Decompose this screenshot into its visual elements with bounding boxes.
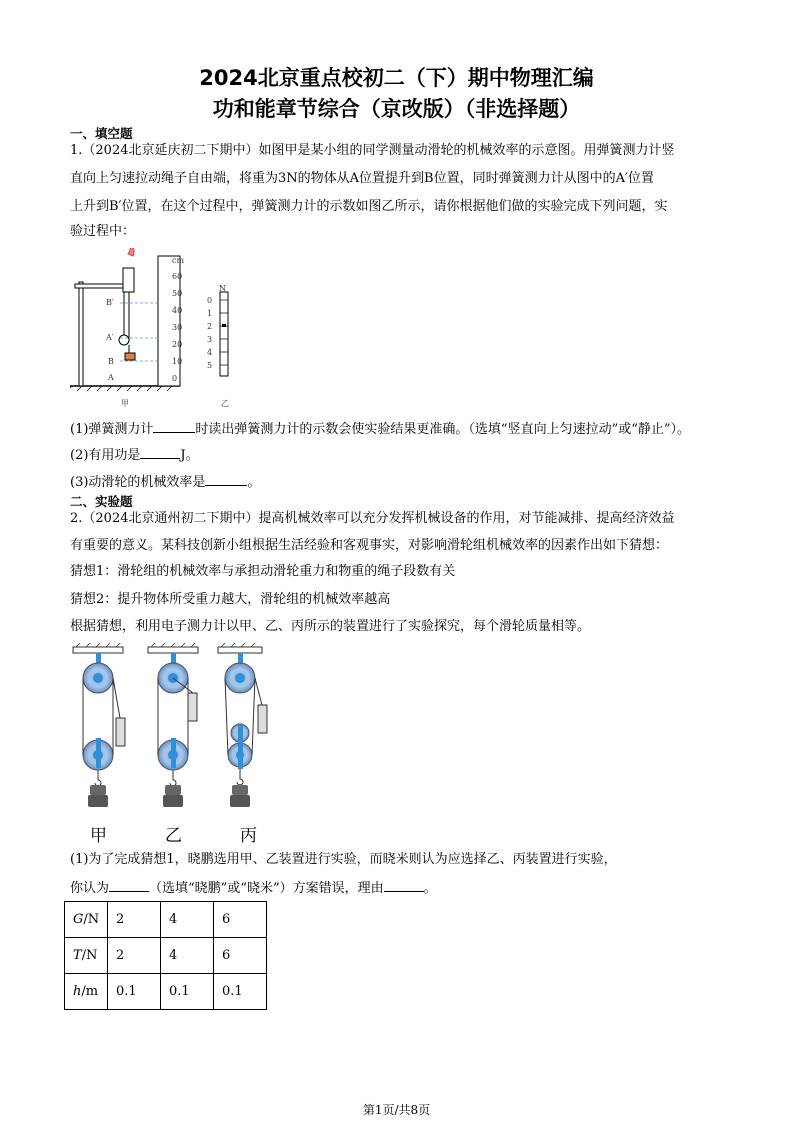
table-cell: 4 — [161, 902, 214, 938]
spring-scale-figure — [214, 290, 234, 380]
table-cell: 4 — [161, 938, 214, 974]
scale-tick-1: 1 — [207, 309, 213, 318]
scale-tick-4: 4 — [207, 348, 213, 357]
q2-sub1-post: 。 — [423, 881, 437, 896]
page-title: 2024北京重点校初二（下）期中物理汇编 — [199, 66, 594, 90]
table-cell: 2 — [108, 938, 161, 974]
pulley-system-jia — [73, 643, 125, 807]
q2-sub1-line2 — [70, 878, 437, 898]
q2-guess1: 猜想1：滑轮组的机械效率与承担动滑轮重力和物重的绳子段数有关 — [70, 564, 456, 579]
table-cell: 6 — [214, 902, 267, 938]
marker-b: B — [108, 357, 114, 366]
q1-line4: 验过程中： — [70, 224, 136, 239]
q1-sub3-blank[interactable] — [205, 472, 247, 486]
pulley-ruler-figure — [70, 248, 190, 393]
fig-label-yi: 乙 — [221, 399, 229, 408]
scale-tick-0: 0 — [207, 296, 213, 305]
q1-sub2-post: J。 — [180, 448, 199, 463]
q1-sub1 — [70, 419, 690, 439]
q1-sub1-pre: (1)弹簧测力计 — [70, 422, 154, 437]
q2-sub1-mid: （选填“晓鹏”或“晓米”）方案错误，理由 — [149, 881, 384, 896]
q2-line5: 根据猜想，利用电子测力计以甲、乙、丙所示的装置进行了实验探究，每个滑轮质量相等。 — [70, 619, 591, 634]
pulley-label-yi: 乙 — [165, 826, 182, 846]
marker-a: A — [108, 373, 114, 382]
ruler-tick-20: 20 — [172, 340, 183, 349]
ruler-tick-50: 50 — [172, 289, 183, 298]
section1-heading: 一、填空题 — [70, 126, 133, 141]
section2-heading: 二、实验题 — [70, 494, 133, 509]
q1-line1: 1.（2024北京延庆初二下期中）如图甲是某小组的同学测量动滑轮的机械效率的示意图。用弹簧测力计竖 — [70, 143, 675, 158]
q2-sub1-line1: (1)为了完成猜想1，晓鹏选用甲、乙装置进行实验，而晓米则认为应选择乙、丙装置进行实验， — [70, 852, 617, 867]
q1-sub3 — [70, 472, 260, 492]
pulley-system-yi — [148, 643, 198, 807]
marker-a-prime: A′ — [106, 333, 114, 342]
marker-b-prime: B′ — [106, 298, 114, 307]
table-row — [65, 974, 267, 1010]
data-table — [64, 901, 267, 1010]
table-cell: 6 — [214, 938, 267, 974]
ruler-tick-10: 10 — [172, 357, 183, 366]
ruler-tick-40: 40 — [172, 306, 183, 315]
q1-sub3-post: 。 — [247, 475, 261, 490]
q1-sub1-post: 时读出弹簧测力计的示数会使实验结果更准确。（选填“竖直向上匀速拉动”或“静止”）。 — [195, 422, 691, 437]
q1-line3: 上升到B′位置，在这个过程中，弹簧测力计的示数如图乙所示，请你根据他们做的实验完成下列问题，实 — [70, 199, 668, 214]
q2-sub1-blank-a[interactable] — [109, 878, 149, 892]
pulley-label-jia: 甲 — [90, 826, 107, 846]
q1-sub2-pre: (2)有用功是 — [70, 448, 141, 463]
pulley-systems-figure — [68, 643, 278, 813]
q1-sub3-pre: (3)动滑轮的机械效率是 — [70, 475, 206, 490]
pulley-system-bing — [218, 643, 267, 807]
table-header-cell: T/N — [65, 938, 108, 974]
ruler-tick-0: 0 — [172, 374, 178, 383]
q2-sub1-pre: 你认为 — [70, 881, 110, 896]
page-footer: 第1页/共8页 — [362, 1103, 431, 1117]
table-cell: 0.1 — [108, 974, 161, 1010]
scale-tick-3: 3 — [207, 335, 213, 344]
scale-tick-2: 2 — [207, 322, 213, 331]
scale-unit: N — [219, 284, 226, 293]
q1-sub2-blank[interactable] — [140, 445, 180, 459]
table-row — [65, 938, 267, 974]
q1-sub1-blank[interactable] — [153, 419, 195, 433]
q1-sub2 — [70, 445, 199, 465]
q2-line1: 2.（2024北京通州初二下期中）提高机械效率可以充分发挥机械设备的作用，对节能减排、提高经济效益 — [70, 511, 675, 526]
table-header-cell: h/m — [65, 974, 108, 1010]
q2-line2: 有重要的意义。某科技创新小组根据生活经验和客观事实，对影响滑轮组机械效率的因素作出如下猜想： — [70, 538, 669, 553]
ruler-unit: cm — [172, 256, 185, 265]
fig-label-jia: 甲 — [121, 399, 129, 408]
table-cell: 2 — [108, 902, 161, 938]
ruler-tick-60: 60 — [172, 272, 183, 281]
scale-tick-5: 5 — [207, 361, 213, 370]
table-row — [65, 902, 267, 938]
q2-guess2: 猜想2：提升物体所受重力越大，滑轮组的机械效率越高 — [70, 592, 391, 607]
q1-line2: 直向上匀速拉动绳子自由端，将重为3N的物体从A位置提升到B位置，同时弹簧测力计从图中的A′位置 — [70, 171, 654, 186]
ruler-tick-30: 30 — [172, 323, 183, 332]
pulley-label-bing: 丙 — [240, 826, 257, 846]
table-cell: 0.1 — [214, 974, 267, 1010]
page-subtitle: 功和能章节综合（京改版）（非选择题） — [212, 97, 581, 121]
table-cell: 0.1 — [161, 974, 214, 1010]
q2-sub1-blank-b[interactable] — [384, 878, 424, 892]
table-header-cell: G/N — [65, 902, 108, 938]
